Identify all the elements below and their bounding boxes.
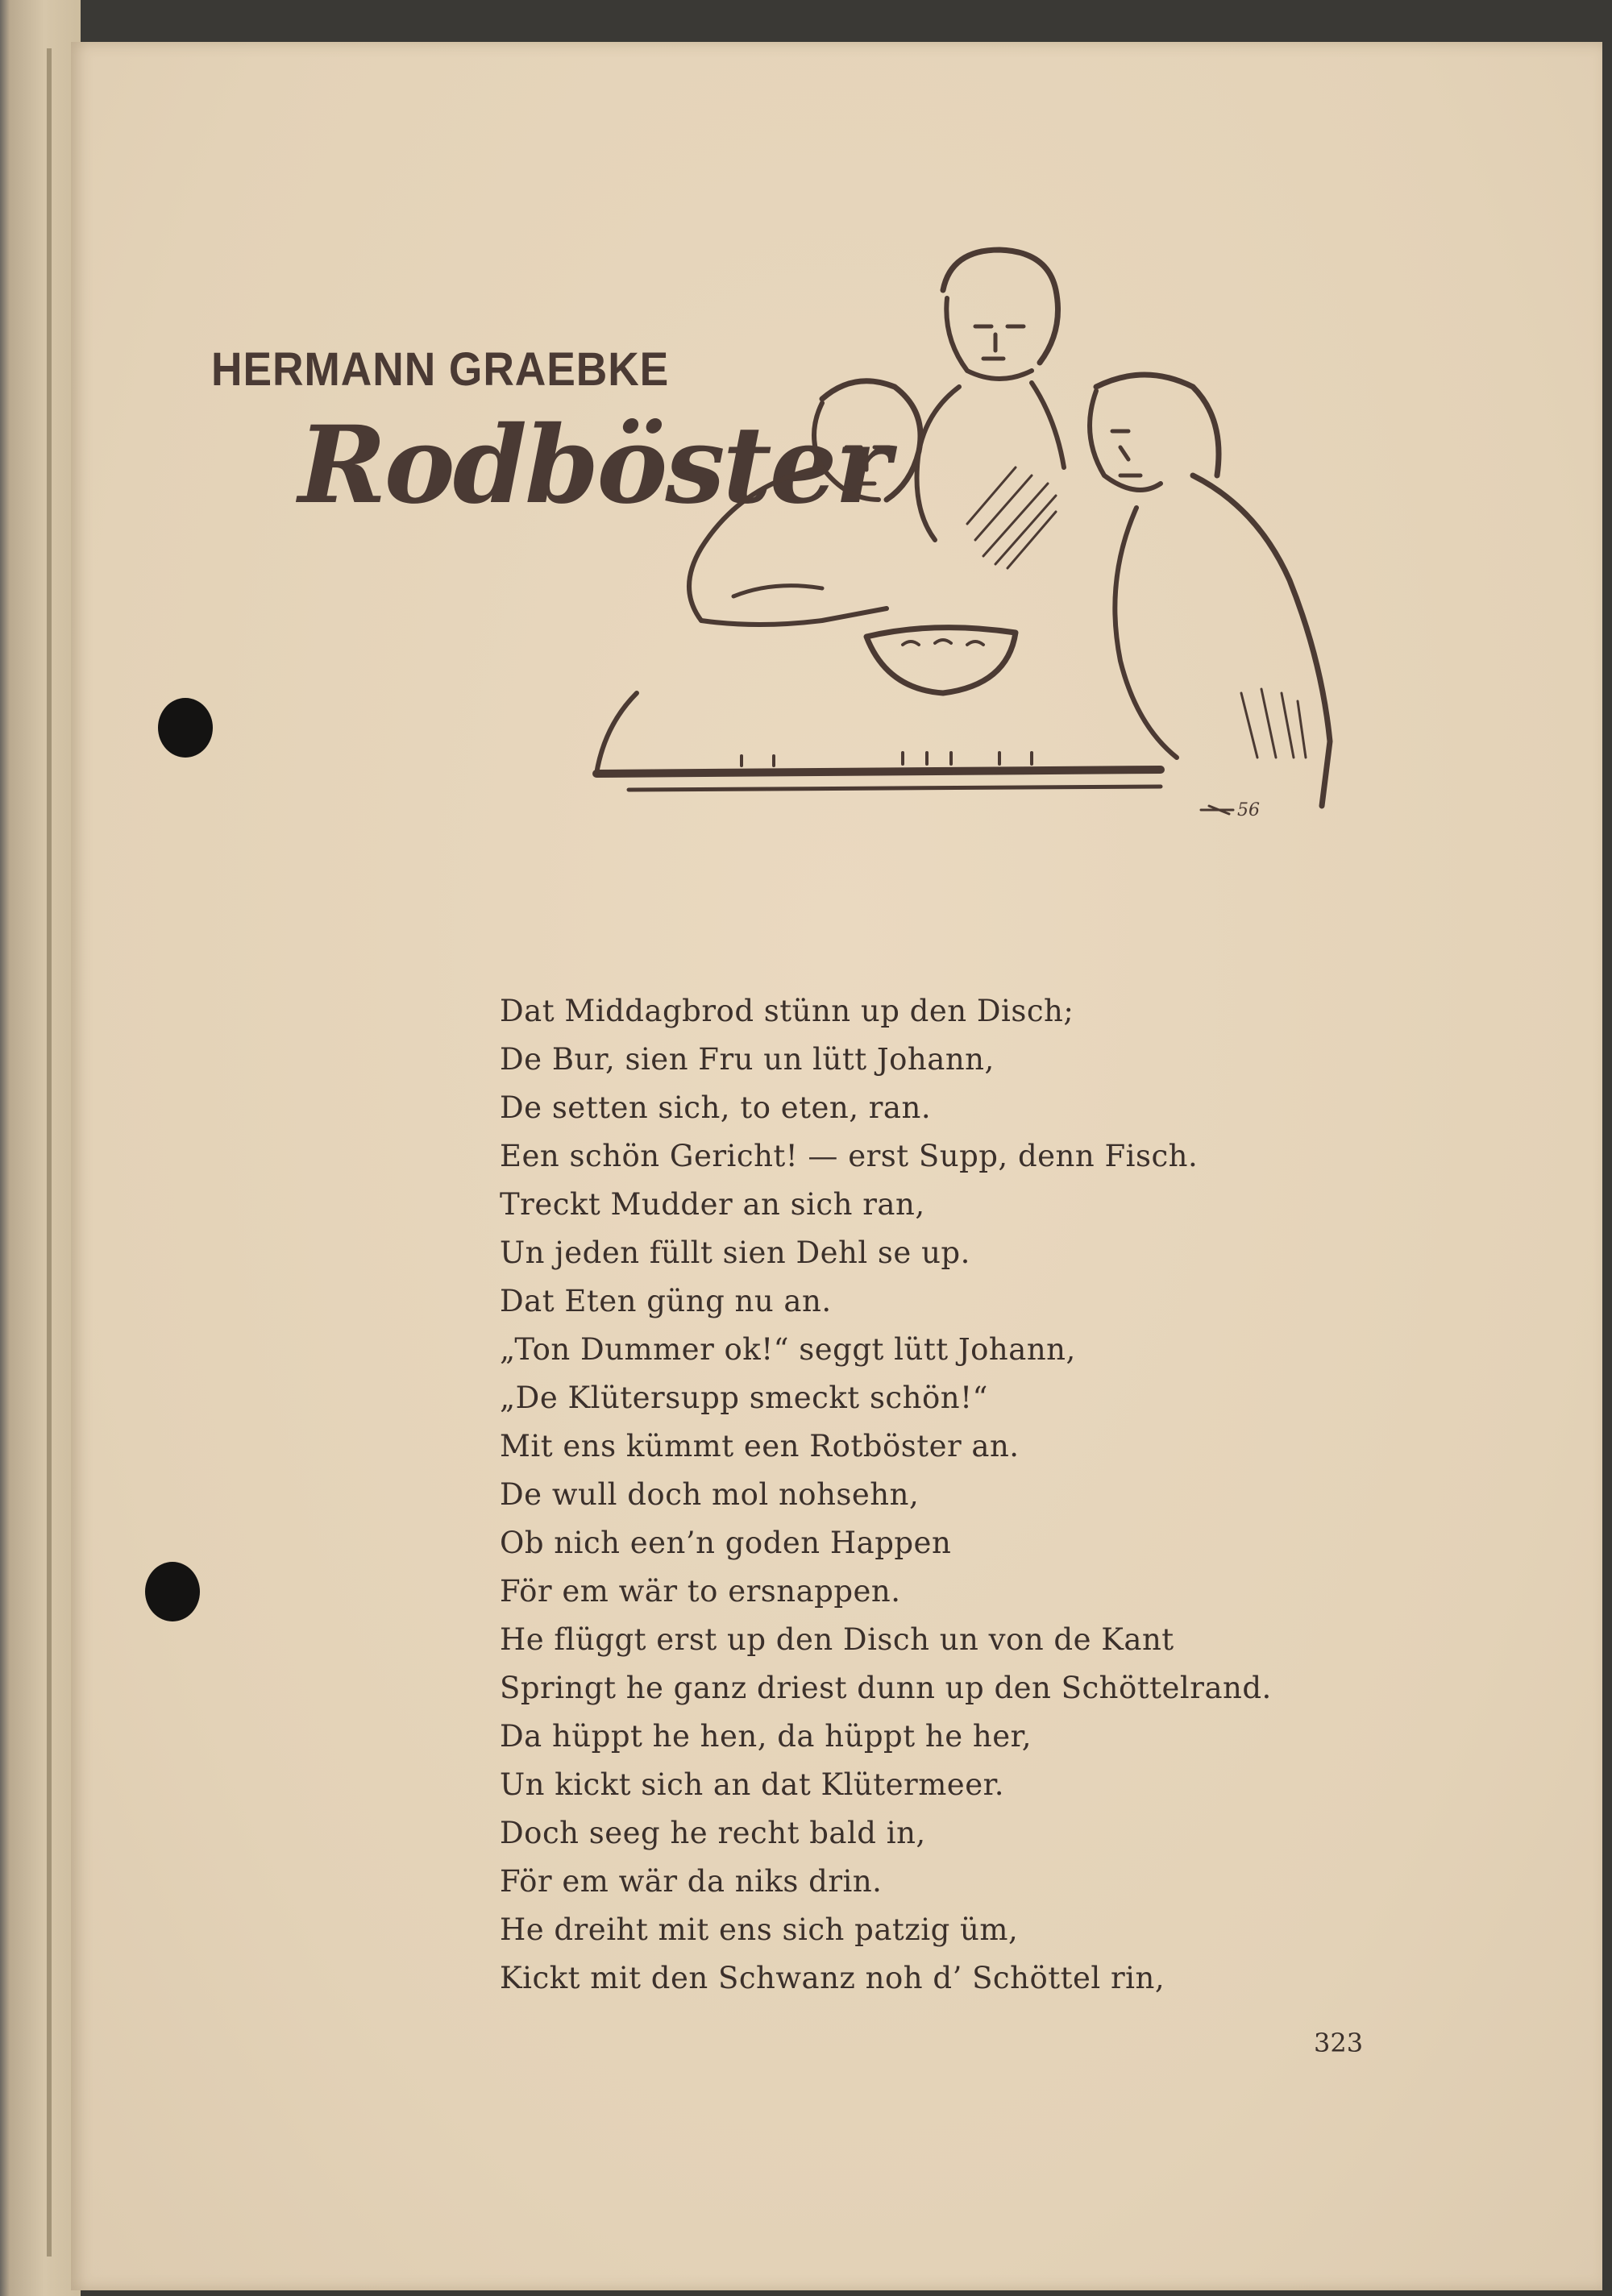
page-edge	[47, 48, 52, 2257]
poem-title: Rodböster	[298, 403, 889, 528]
poem-line: De wull doch mol nohsehn,	[500, 1477, 920, 1512]
poem-line: Da hüppt he hen, da hüppt he her,	[500, 1719, 1032, 1754]
poem-line: Een schön Gericht! — erst Supp, denn Fisch.	[500, 1139, 1199, 1173]
illustration-signature: 56	[1237, 800, 1260, 820]
family-at-table-drawing-icon	[580, 242, 1378, 822]
author-name: HERMANN GRAEBKE	[211, 343, 670, 396]
poem-text	[500, 987, 1548, 2003]
poem-line: Mit ens kümmt een Rotböster an.	[500, 1429, 1020, 1464]
poem-line: Kickt mit den Schwanz noh d’ Schöttel rin,	[500, 1961, 1165, 1995]
poem-line: He dreiht mit ens sich patzig üm,	[500, 1912, 1019, 1947]
poem-line: He flüggt erst up den Disch un von de Kant	[500, 1622, 1174, 1657]
poem-line: Springt he ganz driest dunn up den Schöttelrand.	[500, 1671, 1272, 1705]
poem-line: Treckt Mudder an sich ran,	[500, 1187, 925, 1222]
poem-line: Dat Middagbrod stünn up den Disch;	[500, 994, 1074, 1028]
poem-line: „Ton Dummer ok!“ seggt lütt Johann,	[500, 1332, 1076, 1367]
punch-hole-bottom	[145, 1562, 200, 1621]
poem-line: De Bur, sien Fru un lütt Johann,	[500, 1042, 995, 1077]
poem-line: För em wär da niks drin.	[500, 1864, 883, 1899]
book-spine	[0, 0, 81, 2296]
poem-line: Dat Eten güng nu an.	[500, 1284, 832, 1318]
poem-line: Ob nich een’n goden Happen	[500, 1526, 952, 1560]
poem-line: Un kickt sich an dat Klütermeer.	[500, 1767, 1004, 1802]
poem-line: För em wär to ersnappen.	[500, 1574, 901, 1609]
punch-hole-top	[158, 698, 213, 758]
page-number: 323	[1314, 2028, 1364, 2058]
poem-line: Doch seeg he recht bald in,	[500, 1816, 926, 1850]
poem-line: Un jeden füllt sien Dehl se up.	[500, 1235, 970, 1270]
poem-line: „De Klütersupp smeckt schön!“	[500, 1381, 988, 1415]
poem-line: De setten sich, to eten, ran.	[500, 1090, 932, 1125]
